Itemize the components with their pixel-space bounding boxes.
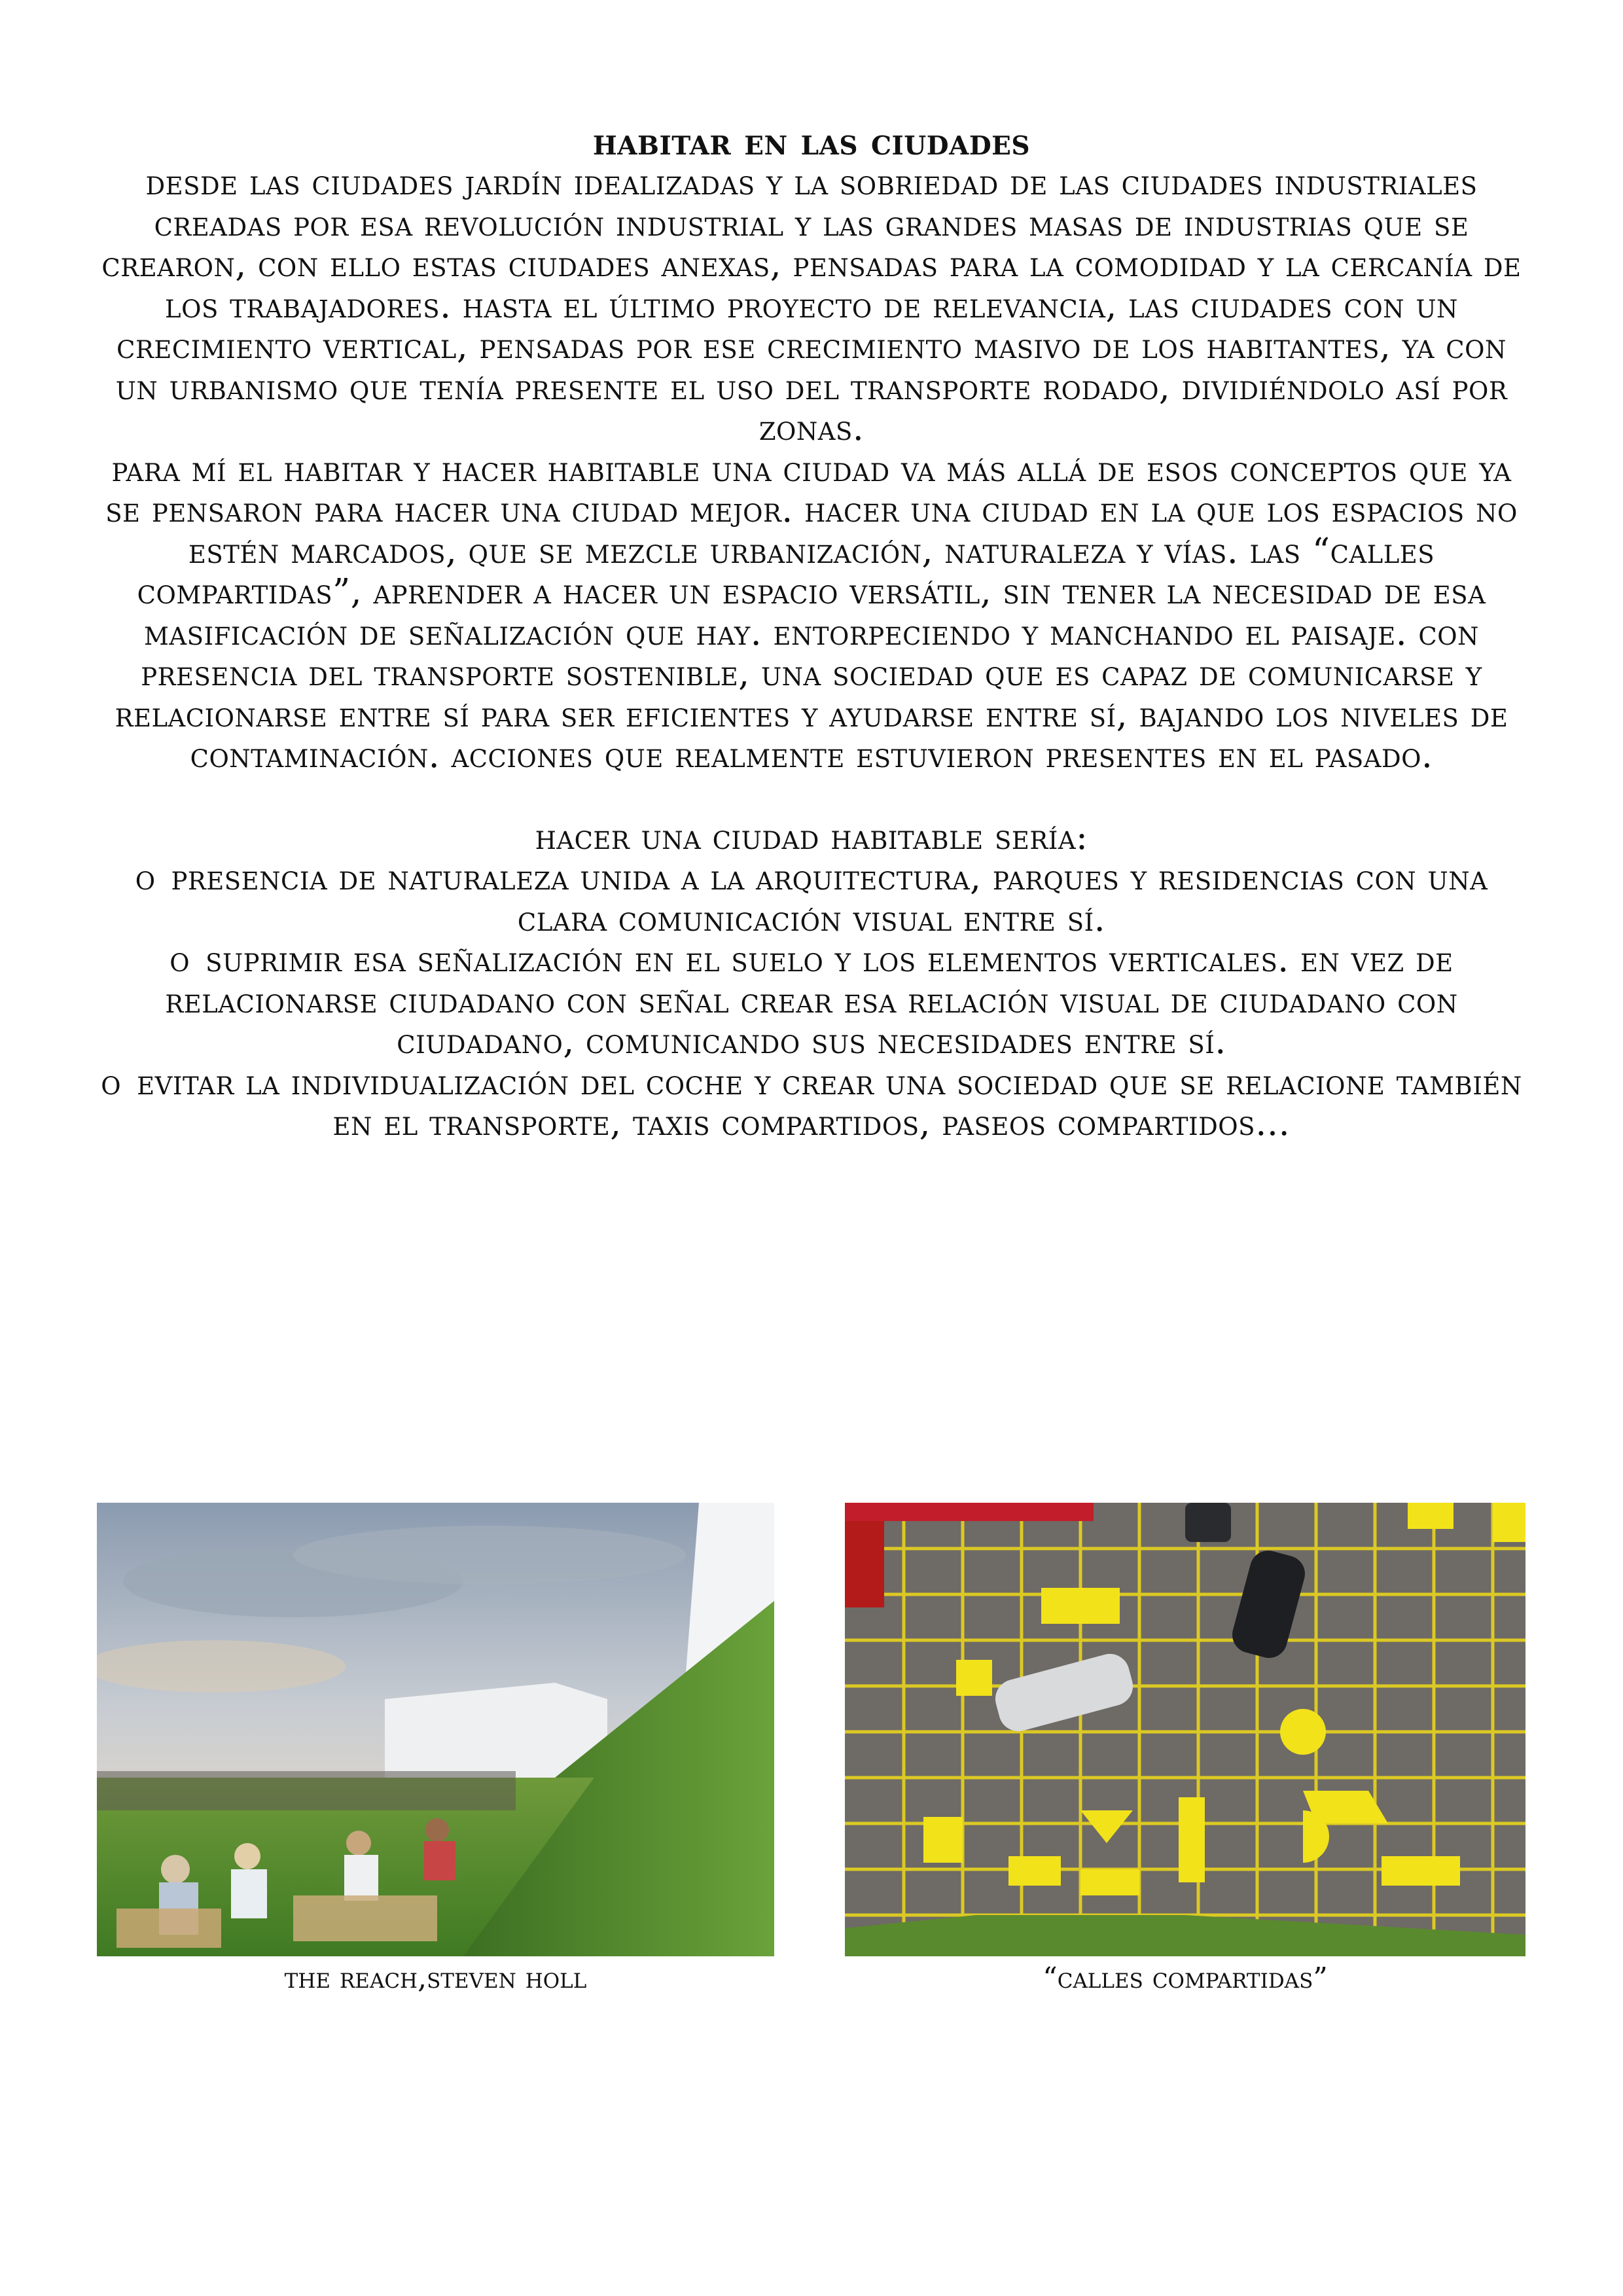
- bullet: o: [135, 858, 156, 898]
- page-title: habitar en las ciudades: [592, 120, 1031, 164]
- park-lawn-image: [97, 1503, 774, 1956]
- photo-the-reach: [97, 1503, 774, 1956]
- list-item-text: suprimir esa señalización en el suelo y los elementos verticales. en vez de relacionarse ciudadano con señal crear esa relación visual de ciudadano con ciudadano, comunicando sus necesidades entre sí.: [165, 940, 1458, 1062]
- page-body: [98, 121, 1525, 1145]
- caption-calles-compartidas: “calles compartidas”: [1043, 1962, 1328, 1995]
- list-item-text: evitar la individualización del coche y crear una sociedad que se relacione también en el transporte, taxis compartidos, paseos compartidos…: [137, 1062, 1522, 1143]
- list-intro: hacer una ciudad habitable sería:: [535, 817, 1088, 857]
- list-item: [98, 1063, 1525, 1145]
- photo-calles-compartidas: [845, 1503, 1525, 1956]
- list-item: [98, 940, 1525, 1063]
- caption-the-reach: the reach,steven holl: [284, 1962, 587, 1995]
- paragraph-2: para mí el habitar y hacer habitable una ciudad va más allá de esos conceptos que ya se pensaron para hacer una ciudad mejor. hacer una ciudad en la que los espacios no estén marcados, que se mezcle urbanización, naturaleza y vías. las “calles compartidas”, aprender a hacer un espacio versátil, sin tener la necesidad de esa masificación de señalización que hay. entorpeciendo y manchando el paisaje. con presencia del transporte sostenible, una sociedad que es capaz de comunicarse y relacionarse entre sí para ser eficientes y ayudarse entre sí, bajando los niveles de contaminación. acciones que realmente estuvieron presentes en el pasado.: [105, 449, 1518, 776]
- paragraph-1: desde las ciudades jardín idealizadas y la sobriedad de las ciudades industriales creadas por esa revolución industrial y las grandes masas de industrias que se crearon, con ello estas ciudades anexas, pensadas para la comodidad y la cercanía de los trabajadores. hasta el último proyecto de relevancia, las ciudades con un crecimiento vertical, pensadas por ese crecimiento masivo de los habitantes, ya con un urbanismo que tenía presente el uso del transporte rodado, dividiéndolo así por zonas.: [101, 163, 1522, 448]
- list-item: [98, 858, 1525, 940]
- shared-street-aerial-image: [845, 1503, 1525, 1956]
- list-item-text: presencia de naturaleza unida a la arquitectura, parques y residencias con una clara comunicación visual entre sí.: [171, 858, 1488, 939]
- spacer: [98, 777, 1525, 817]
- bullet: o: [101, 1062, 122, 1103]
- bullet: o: [169, 940, 190, 980]
